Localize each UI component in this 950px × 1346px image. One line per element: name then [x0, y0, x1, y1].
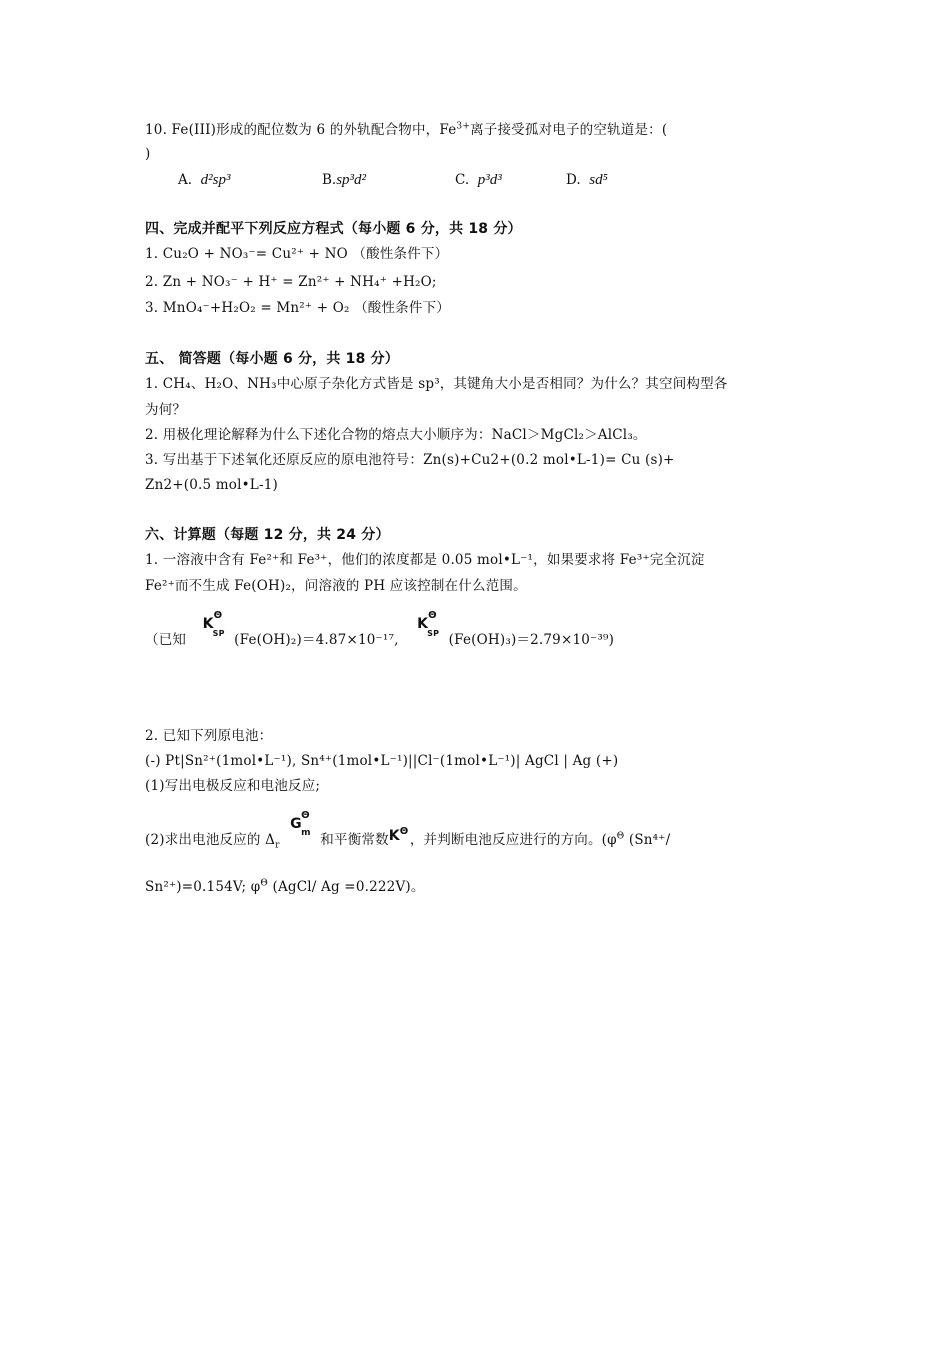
k-theta: Θ: [399, 826, 409, 837]
q2-part2-d: Θ: [616, 831, 625, 842]
q2-part2-e: (Sn⁴⁺/: [628, 832, 671, 848]
ksp-prefix: （已知: [145, 632, 187, 648]
section5-line-1: 1. CH₄、H₂O、NH₃中心原子杂化方式皆是 sp³，其键角大小是否相同？为什么？其空间构型各: [145, 376, 728, 392]
section6-q2-title: 2. 已知下列原电池：: [145, 728, 273, 744]
q2-part2-r: r: [275, 840, 280, 851]
option-letter: A.: [178, 172, 193, 188]
q10-line2: ): [145, 146, 151, 162]
ksp-line: [145, 610, 615, 650]
section4-heading: 四、完成并配平下列反应方程式（每小题 6 分，共 18 分）: [145, 221, 522, 237]
q10-option-d: [566, 172, 608, 189]
ksp-sub: SP: [427, 629, 440, 638]
section6-q2-part1: (1)写出电极反应和电池反应;: [145, 778, 321, 794]
k-symbol: [388, 826, 409, 846]
section4-item-2: 2. Zn + NO₃⁻ + H⁺ = Zn²⁺ + NH₄⁺ +H₂O;: [145, 274, 437, 290]
gibbs-symbol: [290, 810, 311, 838]
section6-q2-cell: (-) Pt|Sn²⁺(1mol•L⁻¹), Sn⁴⁺(1mol•L⁻¹)||Cl⁻(1mol•L⁻¹)| AgCl | Ag (+): [145, 753, 619, 769]
gibbs-theta: Θ: [301, 810, 310, 821]
k-letter: K: [388, 828, 400, 844]
ksp-k: K: [202, 616, 214, 632]
option-letter: B.: [322, 172, 337, 188]
section5-line-2: 为何？: [145, 402, 187, 418]
q2-part2-b: 和平衡常数: [320, 832, 389, 848]
section6-q1-line-1: 1. 一溶液中含有 Fe²⁺和 Fe³⁺，他们的浓度都是 0.05 mol•L⁻¹，如果要求将 Fe³⁺完全沉淀: [145, 552, 705, 568]
q10-option-a: [178, 172, 230, 189]
q10-sup: 3+: [456, 121, 471, 132]
q10-text-b: 离子接受孤对电子的空轨道是：(: [470, 122, 668, 138]
ksp-symbol-2: [417, 610, 440, 638]
q2-part2-a: (2)求出电池反应的 Δ: [145, 832, 276, 848]
ksp-theta: Θ: [213, 610, 223, 621]
q10-line1: [145, 120, 667, 140]
section4-item-3: 3. MnO₄⁻+H₂O₂ = Mn²⁺ + O₂ （酸性条件下）: [145, 300, 450, 316]
q2-last-theta: Θ: [260, 878, 268, 889]
section6-q2-last: [145, 877, 425, 897]
section5-line-5: Zn2+(0.5 mol•L-1): [145, 477, 278, 493]
q10-option-b: [322, 172, 366, 189]
section6-q1-line-2: Fe²⁺而不生成 Fe(OH)₂，问溶液的 PH 应该控制在什么范围。: [145, 578, 527, 594]
gibbs-m: m: [301, 828, 311, 838]
ksp-value-1: (Fe(OH)₂)＝4.87×10⁻¹⁷,: [234, 632, 399, 648]
section5-heading: 五、 简答题（每小题 6 分，共 18 分）: [145, 351, 399, 367]
option-letter: D.: [566, 172, 581, 188]
section5-line-3: 2. 用极化理论解释为什么下述化合物的熔点大小顺序为：NaCl＞MgCl₂＞AlCl₃。: [145, 427, 647, 443]
q2-last-b: (AgCl/ Ag =0.222V)。: [272, 879, 425, 895]
ksp-sub: SP: [212, 629, 225, 638]
option-formula: d²sp³: [200, 172, 231, 188]
ksp-k: K: [417, 616, 429, 632]
section6-q2-part2: [145, 810, 671, 851]
ksp-symbol-1: [202, 610, 225, 638]
option-formula: sd⁵: [589, 172, 608, 188]
q2-last-a: Sn²⁺)=0.154V; φ: [145, 879, 261, 895]
gibbs-g: G: [290, 816, 302, 832]
section4-item-1: 1. Cu₂O + NO₃⁻= Cu²⁺ + NO （酸性条件下）: [145, 246, 449, 262]
q10-option-c: [455, 172, 502, 189]
option-formula: sp³d²: [336, 172, 367, 188]
q10-text-a: 10. Fe(III)形成的配位数为 6 的外轨配合物中，Fe: [145, 122, 457, 138]
section5-line-4: 3. 写出基于下述氧化还原反应的原电池符号：Zn(s)+Cu2+(0.2 mol•L-1)= Cu (s)+: [145, 452, 675, 468]
q2-part2-c: ，并判断电池反应进行的方向。(φ: [409, 832, 617, 848]
section6-heading: 六、计算题（每题 12 分，共 24 分）: [145, 527, 390, 543]
option-formula: p³d³: [477, 172, 502, 188]
option-letter: C.: [455, 172, 470, 188]
ksp-theta: Θ: [428, 610, 437, 621]
ksp-value-2: (Fe(OH)₃)＝2.79×10⁻³⁹): [448, 632, 615, 648]
